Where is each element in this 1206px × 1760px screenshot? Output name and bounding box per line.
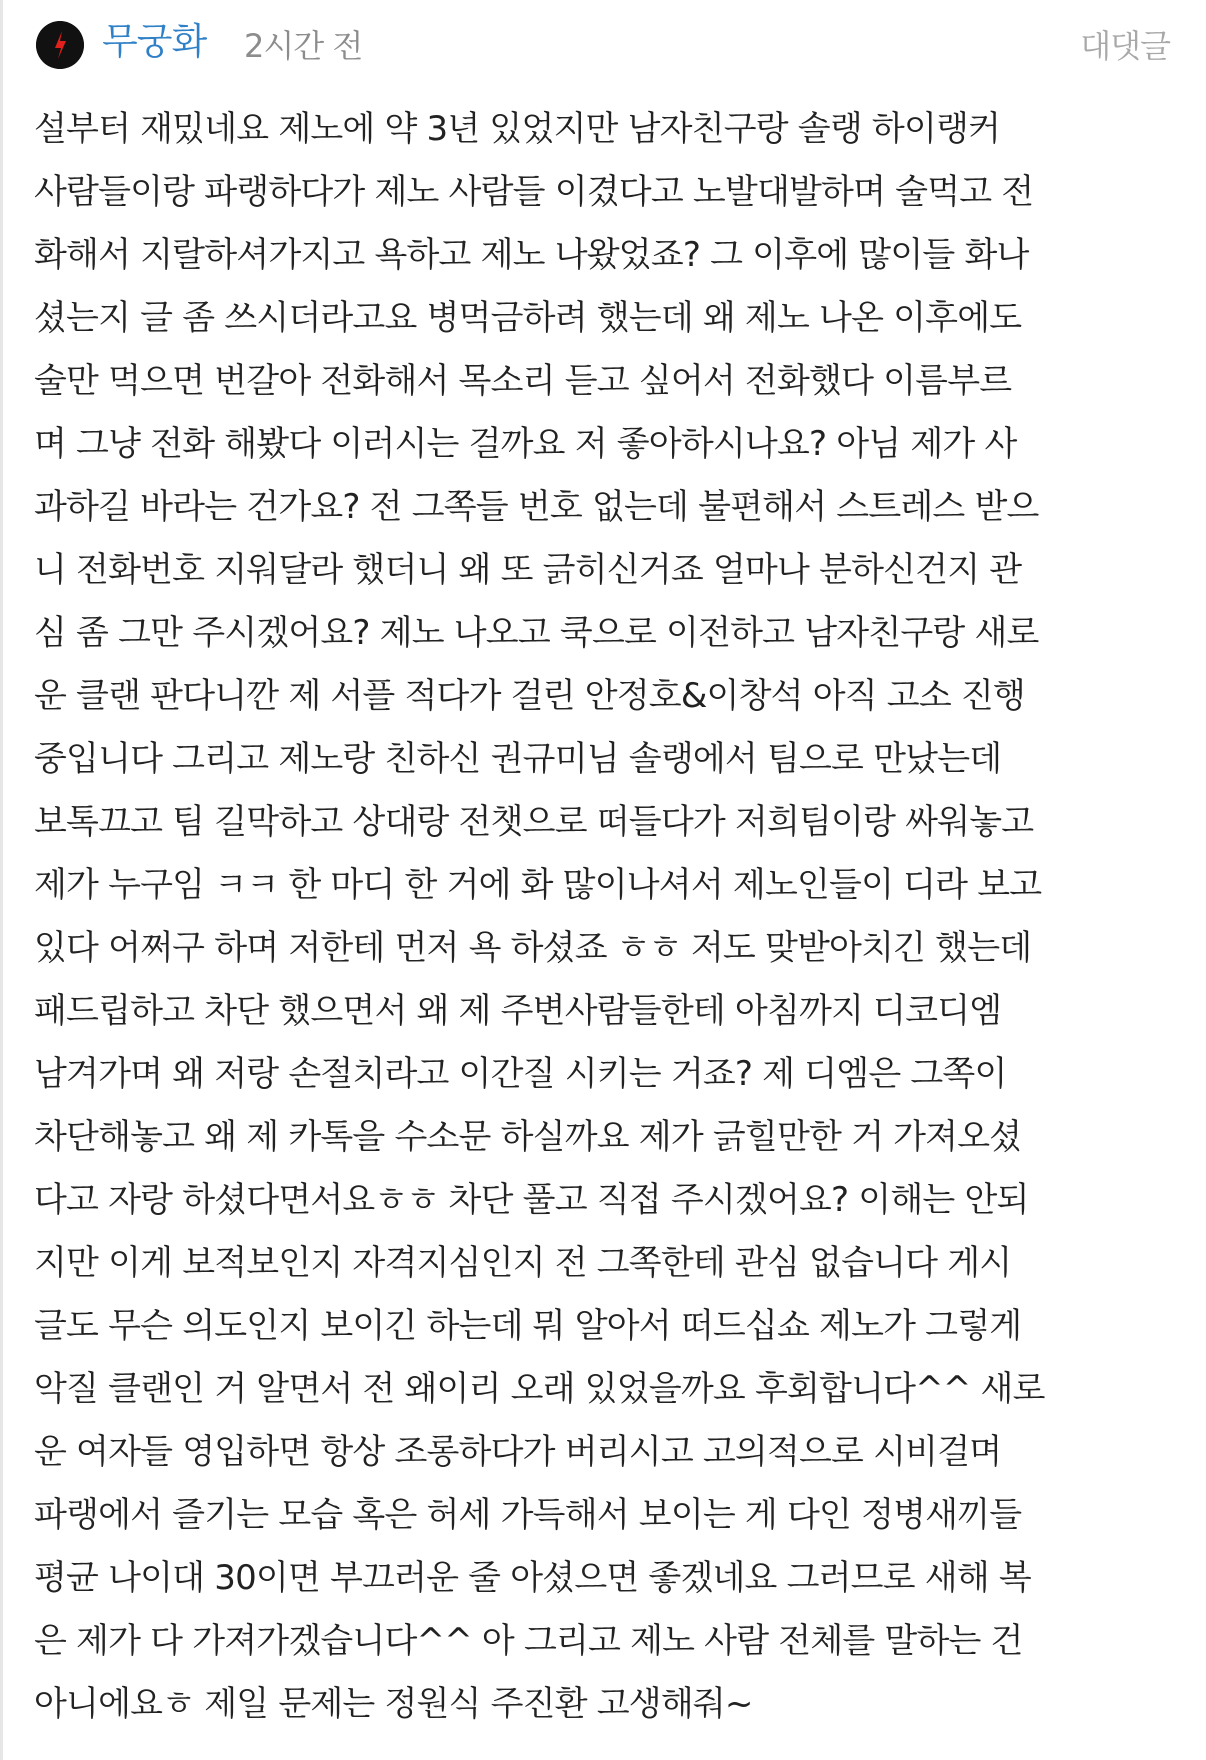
comment-line: 글도 무슨 의도인지 보이긴 하는데 뭐 알아서 떠드십쇼 제노가 그렇게	[34, 1306, 1022, 1346]
comment-line: 패드립하고 차단 했으면서 왜 제 주변사람들한테 아침까지 디코디엠	[34, 991, 1002, 1031]
comment-line: 며 그냥 전화 해봤다 이러시는 걸까요 저 좋아하시나요? 아님 제가 사	[34, 424, 1017, 464]
comment-line: 과하길 바라는 건가요? 전 그쪽들 번호 없는데 불편해서 스트레스 받으	[34, 487, 1039, 527]
avatar[interactable]	[36, 21, 84, 69]
comment-line: 심 좀 그만 주시겠어요? 제노 나오고 쿡으로 이전하고 남자친구랑 새로	[34, 613, 1039, 653]
comment-line: 다고 자랑 하셨다면서요ㅎㅎ 차단 풀고 직접 주시겠어요? 이해는 안되	[34, 1180, 1029, 1220]
timestamp: 2시간 전	[244, 27, 363, 65]
comment-line: 평균 나이대 30이면 부끄러운 줄 아셨으면 좋겠네요 그러므로 새해 복	[34, 1558, 1031, 1598]
reply-button[interactable]: 대댓글	[1080, 27, 1170, 65]
red-slash-logo-icon	[36, 21, 84, 69]
comment-line: 차단해놓고 왜 제 카톡을 수소문 하실까요 제가 긁힐만한 거 가져오셨	[34, 1117, 1022, 1157]
comment-line: 설부터 재밌네요 제노에 약 3년 있었지만 남자친구랑 솔랭 하이랭커	[34, 109, 1001, 149]
comment-line: 중입니다 그리고 제노랑 친하신 권규미님 솔랭에서 팀으로 만났는데	[34, 739, 1002, 779]
comment-line: 아니에요ㅎ 제일 문제는 정원식 주진환 고생해줘~	[34, 1684, 753, 1724]
comment-line: 운 여자들 영입하면 항상 조롱하다가 버리시고 고의적으로 시비걸며	[34, 1432, 1002, 1472]
comment-line: 악질 클랜인 거 알면서 전 왜이리 오래 있었을까요 후회합니다^^ 새로	[34, 1369, 1045, 1409]
comment-header	[36, 12, 1170, 72]
comment-line: 은 제가 다 가져가겠습니다^^ 아 그리고 제노 사람 전체를 말하는 건	[34, 1621, 1023, 1661]
comment-line: 있다 어쩌구 하며 저한테 먼저 욕 하셨죠 ㅎㅎ 저도 맞받아치긴 했는데	[34, 928, 1032, 968]
comment-line: 화해서 지랄하셔가지고 욕하고 제노 나왔었죠? 그 이후에 많이들 화나	[34, 235, 1029, 275]
comment-line: 사람들이랑 파랭하다가 제노 사람들 이겼다고 노발대발하며 술먹고 전	[34, 172, 1034, 212]
comment-line: 제가 누구임 ㅋㅋ 한 마디 한 거에 화 많이나셔서 제노인들이 디라 보고	[34, 865, 1042, 905]
left-edge-divider	[0, 0, 3, 1760]
comment-line: 운 클랜 판다니깐 제 서플 적다가 걸린 안정호&이창석 아직 고소 진행	[34, 676, 1025, 716]
comment-body	[34, 98, 1174, 1736]
author-name[interactable]: 무궁화	[102, 20, 207, 63]
comment-line: 술만 먹으면 번갈아 전화해서 목소리 듣고 싶어서 전화했다 이름부르	[34, 361, 1012, 401]
comment-line: 니 전화번호 지워달라 했더니 왜 또 긁히신거죠 얼마나 분하신건지 관	[34, 550, 1022, 590]
comment-line: 파랭에서 즐기는 모습 혹은 허세 가득해서 보이는 게 다인 정병새끼들	[34, 1495, 1022, 1535]
comment-line: 보톡끄고 팀 길막하고 상대랑 전챗으로 떠들다가 저희팀이랑 싸워놓고	[34, 802, 1034, 842]
comment-line: 셨는지 글 좀 쓰시더라고요 병먹금하려 했는데 왜 제노 나온 이후에도	[34, 298, 1022, 338]
comment-line: 남겨가며 왜 저랑 손절치라고 이간질 시키는 거죠? 제 디엠은 그쪽이	[34, 1054, 1007, 1094]
comment-line: 지만 이게 보적보인지 자격지심인지 전 그쪽한테 관심 없습니다 게시	[34, 1243, 1012, 1283]
